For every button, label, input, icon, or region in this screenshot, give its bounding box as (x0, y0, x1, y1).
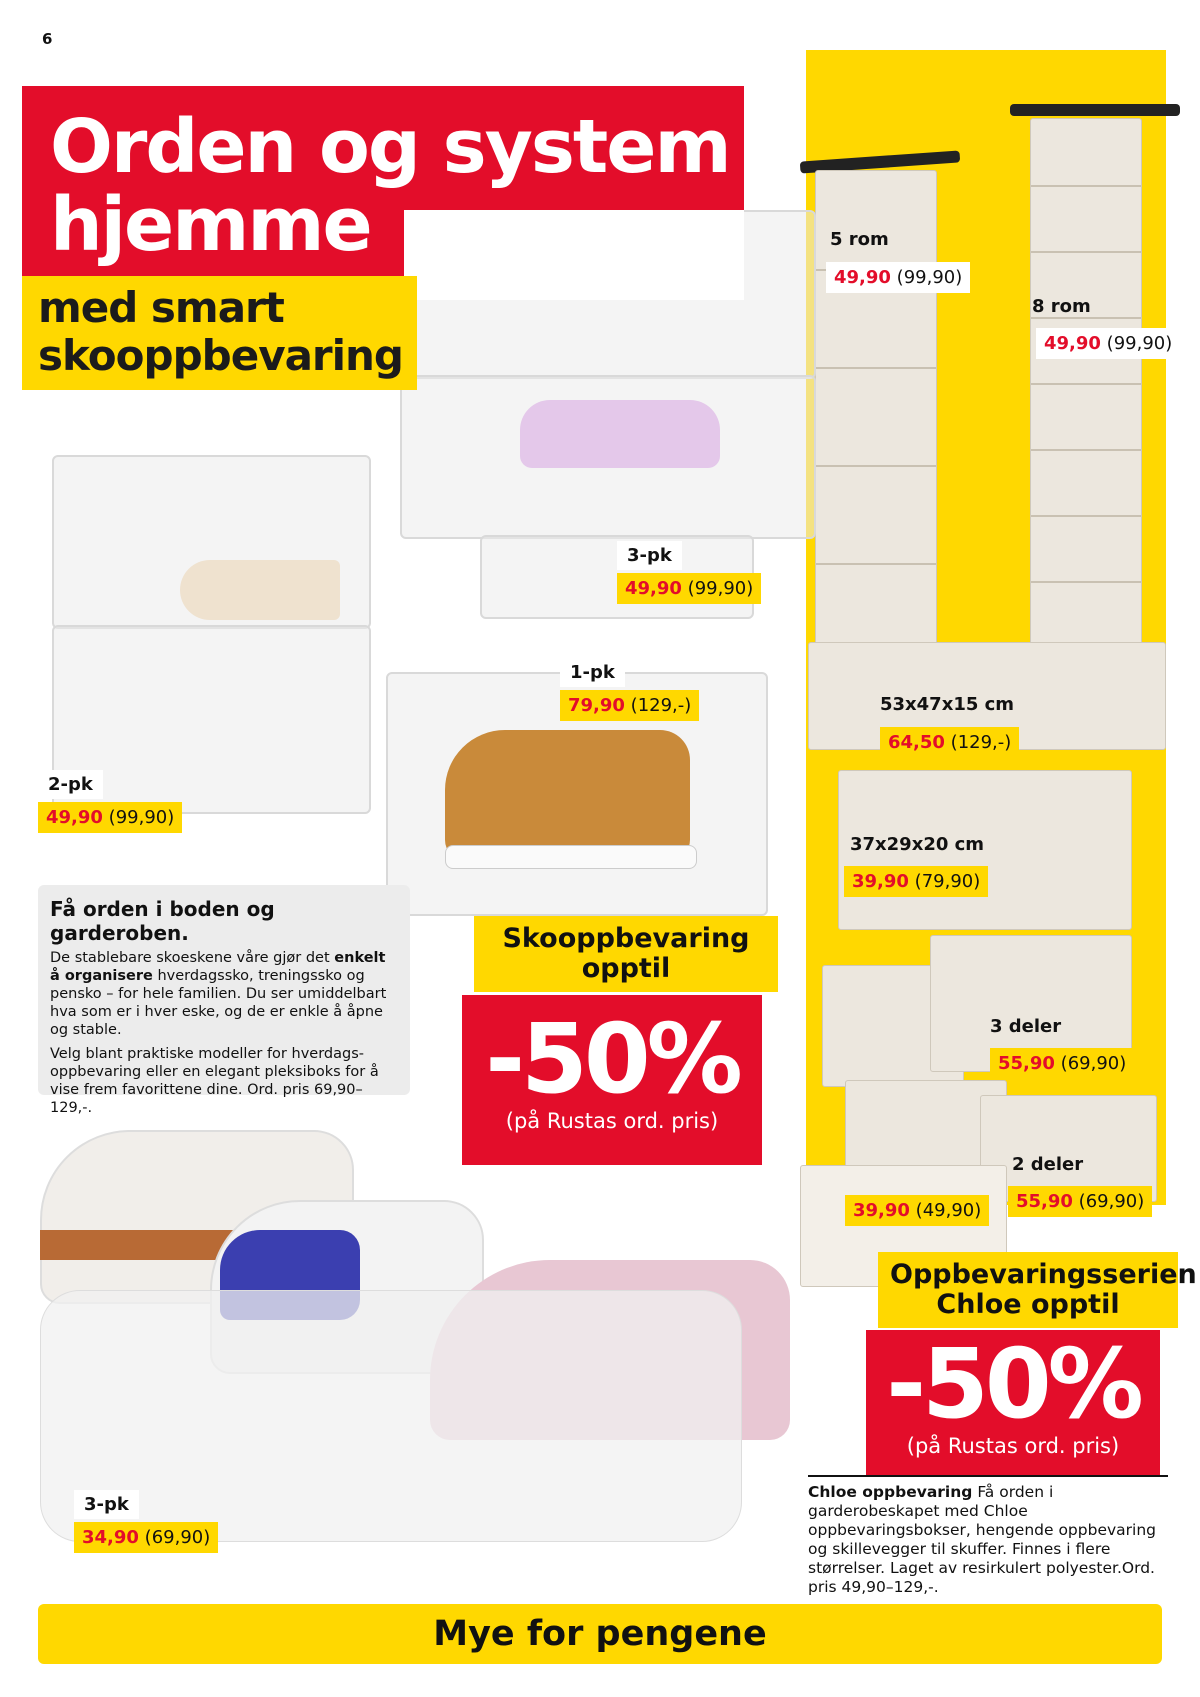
sneaker-sole-image (445, 845, 697, 869)
discount-badge (462, 995, 762, 1165)
subtitle-line-1: med smart (38, 283, 284, 332)
sale-price: 34,90 (82, 1527, 139, 1548)
product-label: 1-pk (560, 658, 625, 687)
original-price: (99,90) (896, 267, 963, 288)
pink-flat-shoe-image (520, 400, 720, 468)
discount-note: (på Rustas ord. pris) (505, 1109, 719, 1133)
sale-price: 49,90 (625, 578, 682, 599)
info-paragraph (50, 949, 398, 1039)
price-tag (880, 727, 1019, 758)
original-price: (129,-) (630, 695, 692, 716)
product-label: 8 rom (1032, 296, 1091, 317)
subtitle (22, 276, 417, 390)
promo-heading-line-2: opptil (581, 953, 671, 984)
chloe-name: Chloe oppbevaring (808, 1483, 973, 1501)
promo-heading (878, 1252, 1197, 1328)
original-price: (69,90) (1060, 1053, 1127, 1074)
info-paragraph-2: Velg blant praktiske modeller for hverdagsoppbevaring eller en elegant pleksiboks for å vise frem favorittene dine. Ord. pris 69,90–129,-. (50, 1046, 379, 1116)
original-price: (69,90) (1078, 1191, 1145, 1212)
beige-heel-image (180, 560, 340, 620)
sale-price: 79,90 (568, 695, 625, 716)
product-label: 3-pk (74, 1490, 139, 1519)
closet-rod (1010, 104, 1180, 116)
original-price: (69,90) (144, 1527, 211, 1548)
promo-heading-line-1: Skooppbevaring (502, 923, 750, 954)
info-heading: Få orden i boden og garderoben. (50, 897, 275, 945)
sale-price: 49,90 (1044, 333, 1101, 354)
price-tag (74, 1522, 218, 1553)
original-price: (129,-) (950, 732, 1012, 753)
page-title (50, 104, 730, 268)
product-label: 3-pk (617, 541, 682, 570)
original-price: (49,90) (915, 1200, 982, 1221)
promo-heading (474, 916, 778, 992)
price-tag (844, 866, 988, 897)
sale-price: 55,90 (998, 1053, 1055, 1074)
sale-price: 39,90 (852, 871, 909, 892)
info-text: hverdagssko, treningssko og pensko – for hele familien. Du ser umiddelbart hva som er i hver eske, og de er enkle å åpne og stable. (50, 968, 387, 1038)
title-line-1: Orden og system (50, 104, 730, 190)
footer-banner: Mye for pengene (38, 1604, 1162, 1664)
chloe-description (808, 1475, 1168, 1597)
price-tag (1036, 328, 1180, 359)
sale-price: 39,90 (853, 1200, 910, 1221)
original-price: (99,90) (687, 578, 754, 599)
page-number: 6 (42, 30, 53, 48)
price-tag (845, 1195, 989, 1226)
info-box (38, 885, 410, 1116)
promo-heading-line-1: Oppbevaringsserien (890, 1259, 1197, 1290)
price-tag (990, 1048, 1134, 1079)
chloe-text: Få orden i garderobeskapet med Chloe oppbevaringsbokser, hengende oppbevaring og skillevegger til skuffer. Finnes i flere størrelser. Laget av resirkulert polyester.Ord. pris 49,90–129,-. (808, 1483, 1156, 1596)
hanging-organizer-8-image (1030, 118, 1142, 650)
product-label: 3 deler (990, 1016, 1062, 1037)
price-tag (38, 802, 182, 833)
price-tag (1008, 1186, 1152, 1217)
discount-badge (866, 1330, 1160, 1475)
info-text: De stablebare skoeskene våre gjør det (50, 950, 335, 966)
product-label: 2-pk (38, 770, 103, 799)
product-label: 53x47x15 cm (880, 694, 1015, 715)
promo-heading-line-2: Chloe opptil (936, 1289, 1120, 1320)
sale-price: 49,90 (46, 807, 103, 828)
price-tag (560, 690, 699, 721)
sale-price: 55,90 (1016, 1191, 1073, 1212)
title-line-2: hjemme (50, 182, 371, 268)
shoe-stacker-image (40, 1290, 742, 1542)
original-price: (99,90) (1106, 333, 1173, 354)
sale-price: 49,90 (834, 267, 891, 288)
product-label: 37x29x20 cm (850, 834, 985, 855)
discount-percent: -50% (886, 1328, 1140, 1440)
sneaker-image (445, 730, 690, 860)
original-price: (79,90) (914, 871, 981, 892)
discount-note: (på Rustas ord. pris) (906, 1434, 1120, 1458)
product-label: 5 rom (830, 229, 889, 250)
info-text-bold: enkelt å organisere (50, 950, 386, 984)
price-tag (826, 262, 970, 293)
original-price: (99,90) (108, 807, 175, 828)
sale-price: 64,50 (888, 732, 945, 753)
price-tag (617, 573, 761, 604)
product-label: 2 deler (1012, 1154, 1084, 1175)
discount-percent: -50% (485, 1003, 739, 1115)
subtitle-line-2: skooppbevaring (38, 331, 403, 380)
